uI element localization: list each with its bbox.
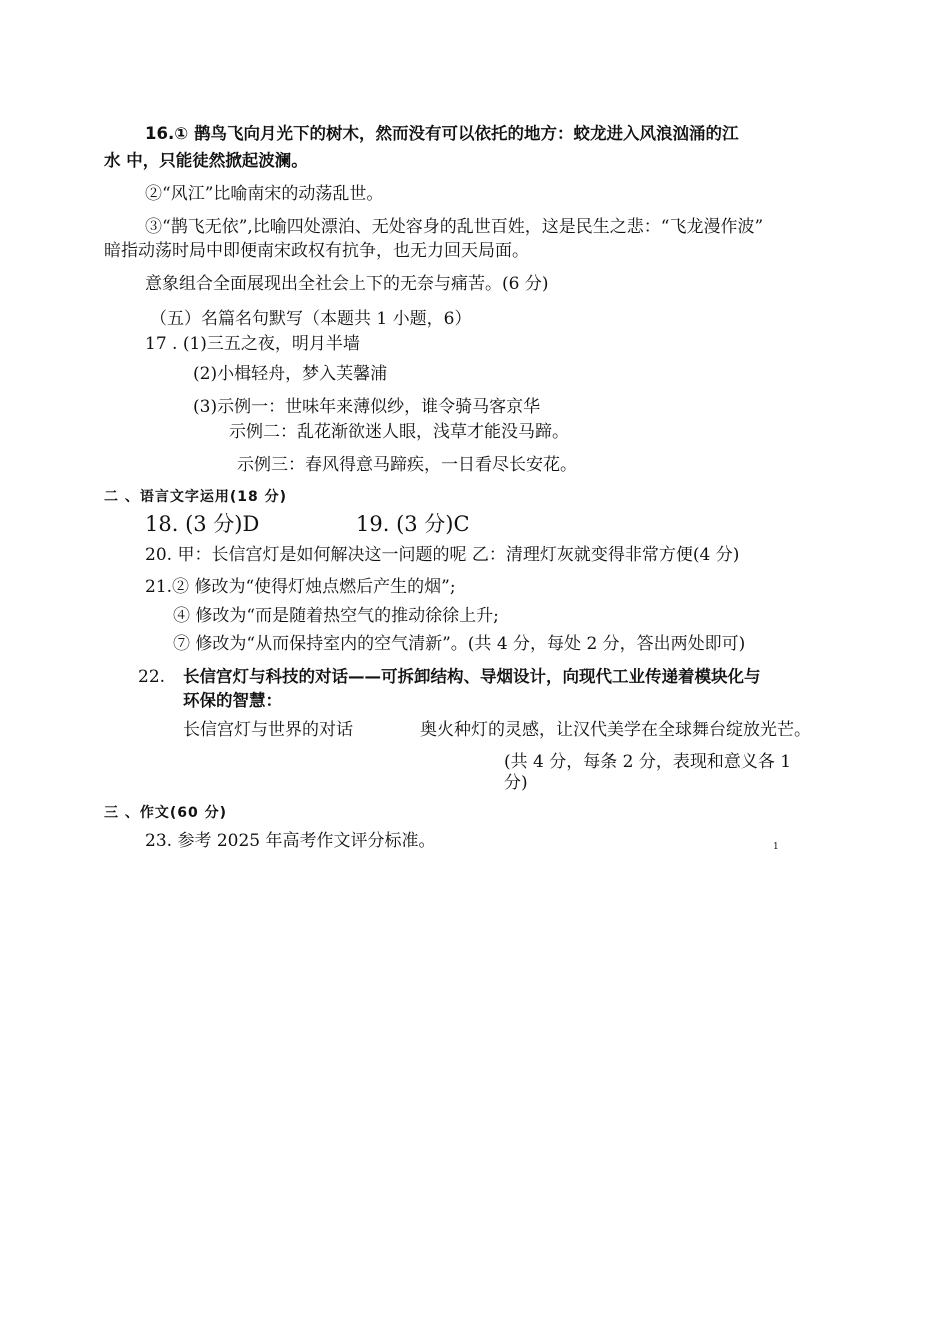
q21-line-3: ⑦ 修改为“从而保持室内的空气清新”。(共 4 分，每处 2 分，答出两处即可) xyxy=(173,634,746,654)
q23-answer: 23. 参考 2025 年高考作文评分标准。 xyxy=(145,831,436,851)
q22-line-3a: 长信宫灯与世界的对话 xyxy=(183,720,353,740)
q22-line-3b: 奥火种灯的灵感，让汉代美学在全球舞台绽放光芒。 xyxy=(420,720,811,740)
q22-line-5: 分) xyxy=(504,773,528,793)
q21-line-1: 21.② 修改为“使得灯烛点燃后产生的烟”; xyxy=(145,577,456,597)
q16-line-2: 水 中，只能徒然掀起波澜。 xyxy=(104,151,308,170)
section-5-title: （五）名篇名句默写（本题共 1 小题，6） xyxy=(150,309,472,329)
page-number: 1 xyxy=(773,842,779,852)
q16-line-5: 暗指动荡时局中即便南宋政权有抗争，也无力回天局面。 xyxy=(104,241,529,261)
q17-line-3: (3)示例一：世味年来薄似纱，谁令骑马客京华 xyxy=(193,397,541,417)
q17-line-1: 17 . (1)三五之夜，明月半墙 xyxy=(145,334,360,354)
q19-answer: 19. (3 分)C xyxy=(356,512,470,536)
q22-line-2: 环保的智慧： xyxy=(183,691,282,710)
q17-line-5: 示例三：春风得意马蹄疾，一日看尽长安花。 xyxy=(237,455,577,475)
q18-answer: 18. (3 分)D xyxy=(145,512,260,536)
q17-line-4: 示例二：乱花渐欲迷人眼，浅草才能没马蹄。 xyxy=(229,422,569,442)
section-3-title: 三 、作文(60 分) xyxy=(104,805,228,821)
q22-line-4: (共 4 分，每条 2 分，表现和意义各 1 xyxy=(504,752,792,772)
q21-line-2: ④ 修改为“而是随着热空气的推动徐徐上升; xyxy=(173,606,499,626)
q16-line-6: 意象组合全面展现出全社会上下的无奈与痛苦。(6 分) xyxy=(145,274,549,294)
q17-line-2: (2)小楫轻舟，梦入芙馨浦 xyxy=(193,364,388,384)
q20-answer: 20. 甲：长信宫灯是如何解决这一问题的呢 乙：清理灯灰就变得非常方便(4 分) xyxy=(145,545,740,565)
q22-line-1: 长信宫灯与科技的对话——可拆卸结构、导烟设计，向现代工业传递着模块化与 xyxy=(183,667,761,686)
section-2-title: 二 、语言文字运用(18 分) xyxy=(104,489,288,505)
q16-line-4: ③“鹊飞无依”,比喻四处漂泊、无处容身的乱世百姓，这是民生之悲：“飞龙漫作波” xyxy=(145,217,764,237)
q16-line-3: ②“风江”比喻南宋的动荡乱世。 xyxy=(145,184,384,204)
q16-line-1: 16.① 鹊鸟飞向月光下的树木，然而没有可以依托的地方：蛟龙进入风浪汹涌的江 xyxy=(145,124,739,143)
q22-number: 22. xyxy=(138,667,166,687)
